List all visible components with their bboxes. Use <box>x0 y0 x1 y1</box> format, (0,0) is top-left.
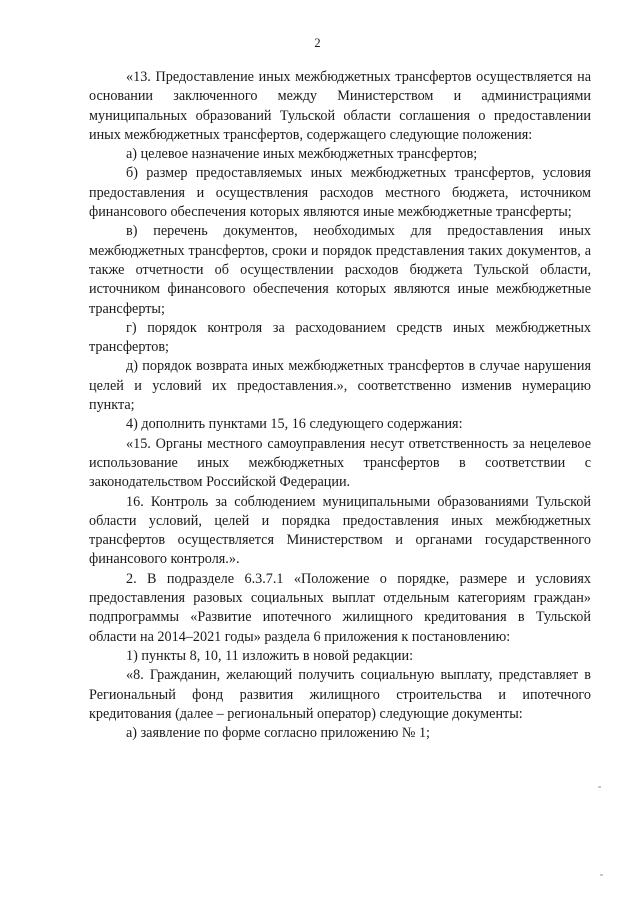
subitem-v-documents: в) перечень документов, необходимых для предоставления иных межбюджетных трансфертов, сроки и порядок представления таких документов, а также отчетности об осуществлении расходов бюджета Тульской области, источником финансового обеспечения которых являются иные межбюджетные трансферты; <box>89 223 591 317</box>
section-2-subsection-6-3-7-1: 2. В подразделе 6.3.7.1 «Положение о порядке, размере и условиях предоставления разовых социальных выплат отдельным категориям граждан» подпрограммы «Развитие ипотечного жилищного кредитования в Тульской области на 2014–2021 годы» раздела 6 приложения к постановлению: <box>89 570 591 645</box>
document-body <box>89 68 591 743</box>
subitem-a-application: а) заявление по форме согласно приложению № 1; <box>126 725 430 742</box>
paragraph-item-8: «8. Гражданин, желающий получить социальную выплату, представляет в Региональный фонд развития жилищного строительства и ипотечного кредитования (далее – региональный оператор) следующие документы: <box>89 667 591 722</box>
paragraph-item-15: «15. Органы местного самоуправления несут ответственность за нецелевое использование иных межбюджетных трансфертов в соответствии с законодательством Российской Федерации. <box>89 435 591 491</box>
subitem-d-return: д) порядок возврата иных межбюджетных трансфертов в случае нарушения целей и условий их предоставления.», соответственно изменив нумерацию пункта; <box>89 358 591 414</box>
item-4-amendment: 4) дополнить пунктами 15, 16 следующего содержания: <box>126 416 463 433</box>
paragraph-item-13: «13. Предоставление иных межбюджетных трансфертов осуществляется на основании заключенного между Министерством и администрациями муниципальных образований Тульской области соглашения о предоставлении иных межбюджетных трансфертов, содержащего следующие положения: <box>89 69 591 143</box>
scan-speck <box>600 874 603 876</box>
page-number: 2 <box>314 36 321 50</box>
subitem-b-amount: б) размер предоставляемых иных межбюджетных трансфертов, условия предоставления и осуществления расходов местного бюджета, источником финансового обеспечения которых являются иные межбюджетные трансферты; <box>89 165 591 221</box>
subitem-g-control: г) порядок контроля за расходованием средств иных межбюджетных трансфертов; <box>89 319 591 356</box>
subitem-a-purpose: а) целевое назначение иных межбюджетных трансфертов; <box>126 146 478 163</box>
scan-speck <box>598 786 601 788</box>
paragraph-item-16: 16. Контроль за соблюдением муниципальными образованиями Тульской области условий, целей и порядка предоставления иных межбюджетных трансфертов осуществляется Министерством и органами государственного финансового контроля.». <box>89 493 591 568</box>
item-1-new-edition: 1) пункты 8, 10, 11 изложить в новой редакции: <box>126 647 414 664</box>
